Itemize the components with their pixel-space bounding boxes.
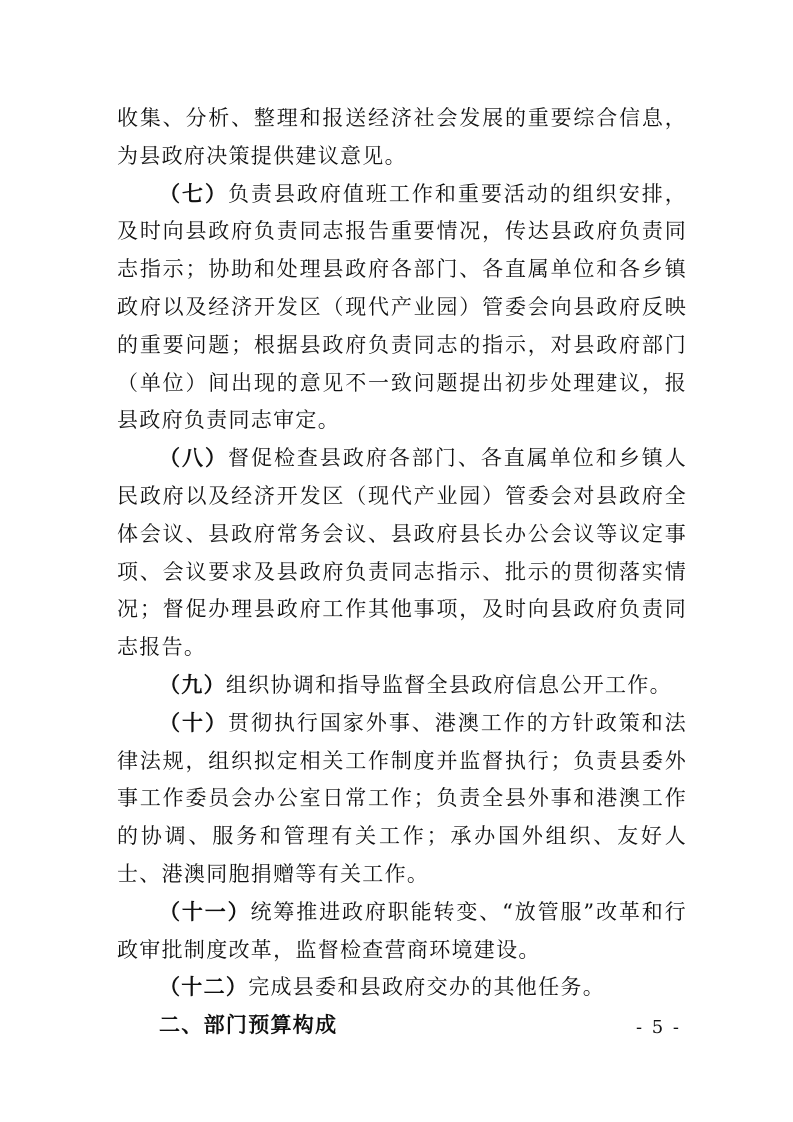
- paragraph-item-10: [117, 705, 687, 894]
- item-number: （八）: [159, 446, 228, 471]
- paragraph-item-8: [117, 440, 687, 667]
- item-text: 负责县政府值班工作和重要活动的组织安排，及时向县政府负责同志报告重要情况，传达县政府负责同志指示；协助和处理县政府各部门、各直属单位和各乡镇政府以及经济开发区（现代产业园）管委会向县政府反映的重要问题；根据县政府负责同志的指示，对县政府部门（单位）间出现的意见不一致问题提出初步处理建议，报县政府负责同志审定。: [117, 181, 688, 433]
- paragraph-continuation: 收集、分析、整理和报送经济社会发展的重要综合信息，为县政府决策提供建议意见。: [117, 106, 687, 168]
- paragraph-item-12: [117, 969, 687, 1007]
- page-number: - 5 -: [635, 1017, 681, 1038]
- paragraph-item-9: [117, 667, 687, 705]
- item-text: 统筹推进政府职能转变、“放管服”改革和行政审批制度改革，监督检查营商环境建设。: [117, 899, 687, 962]
- item-text: 贯彻执行国家外事、港澳工作的方针政策和法律法规，组织拟定相关工作制度并监督执行；负责县委外事工作委员会办公室日常工作；负责全县外事和港澳工作的协调、服务和管理有关工作；承办国外组织、友好人士、港澳同胞捐赠等有关工作。: [117, 710, 688, 886]
- section-heading: 二、部门预算构成: [159, 1013, 338, 1038]
- item-text: 组织协调和指导监督全县政府信息公开工作。: [225, 672, 672, 697]
- item-text: 完成县委和县政府交办的其他任务。: [248, 975, 606, 1000]
- item-number: （七）: [159, 181, 228, 206]
- item-text: 督促检查县政府各部门、各直属单位和乡镇人民政府以及经济开发区（现代产业园）管委会对县政府全体会议、县政府常务会议、县政府县长办公会议等议定事项、会议要求及县政府负责同志指示、批示的贯彻落实情况；督促办理县政府工作其他事项，及时向县政府负责同志报告。: [117, 446, 688, 660]
- item-number: （十二）: [159, 975, 249, 1000]
- document-body: [117, 100, 687, 1045]
- item-number: （十）: [159, 710, 228, 735]
- item-number: （十一）: [159, 899, 251, 924]
- paragraph-item-11: [117, 894, 687, 970]
- item-number: （九）: [159, 672, 226, 697]
- paragraph-item-7: [117, 176, 687, 441]
